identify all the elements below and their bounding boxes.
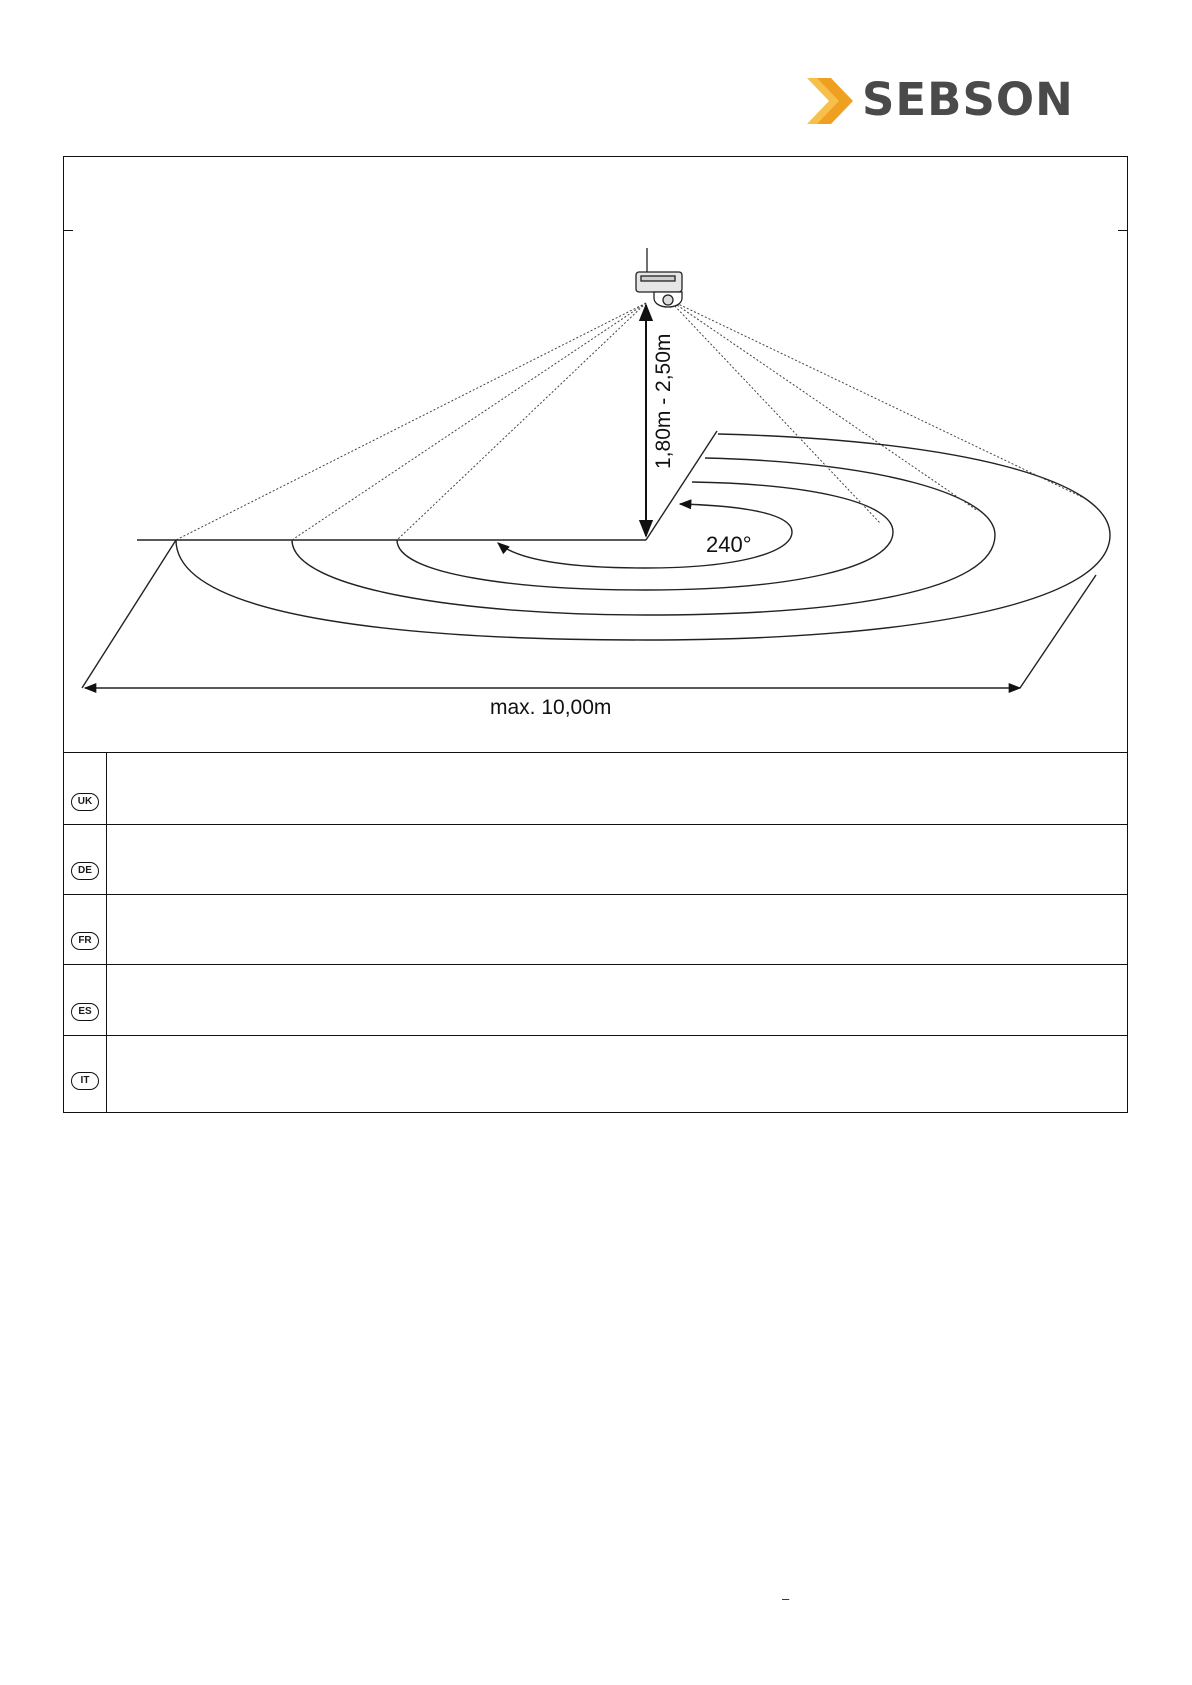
coverage-lines bbox=[176, 303, 1084, 540]
detection-zones bbox=[176, 434, 1110, 640]
language-row-it bbox=[63, 1035, 1128, 1113]
flag-cell bbox=[63, 895, 107, 964]
angle-label: 240° bbox=[706, 532, 752, 557]
zone-outer bbox=[176, 434, 1110, 640]
uk-flag-icon: UK bbox=[71, 793, 99, 811]
language-row-uk bbox=[63, 752, 1128, 824]
language-row-de bbox=[63, 824, 1128, 894]
language-row-fr bbox=[63, 894, 1128, 964]
language-row-es bbox=[63, 964, 1128, 1035]
de-flag-icon: DE bbox=[71, 862, 99, 880]
footer-mark: – bbox=[782, 1591, 790, 1606]
detection-range-diagram bbox=[0, 0, 1192, 760]
zone-third bbox=[292, 458, 995, 615]
flag-cell bbox=[63, 1036, 107, 1113]
fr-flag-icon: FR bbox=[71, 932, 99, 950]
flag-cell bbox=[63, 753, 107, 824]
it-flag-icon: IT bbox=[71, 1072, 99, 1090]
motion-sensor-icon bbox=[636, 248, 682, 307]
flag-cell bbox=[63, 965, 107, 1035]
es-flag-icon: ES bbox=[71, 1003, 99, 1021]
range-label: max. 10,00m bbox=[490, 696, 612, 719]
brand-name: SEBSON bbox=[862, 73, 1074, 126]
flag-cell bbox=[63, 825, 107, 894]
height-label: 1,80m - 2,50m bbox=[652, 333, 675, 469]
ground-lines bbox=[82, 431, 1096, 688]
